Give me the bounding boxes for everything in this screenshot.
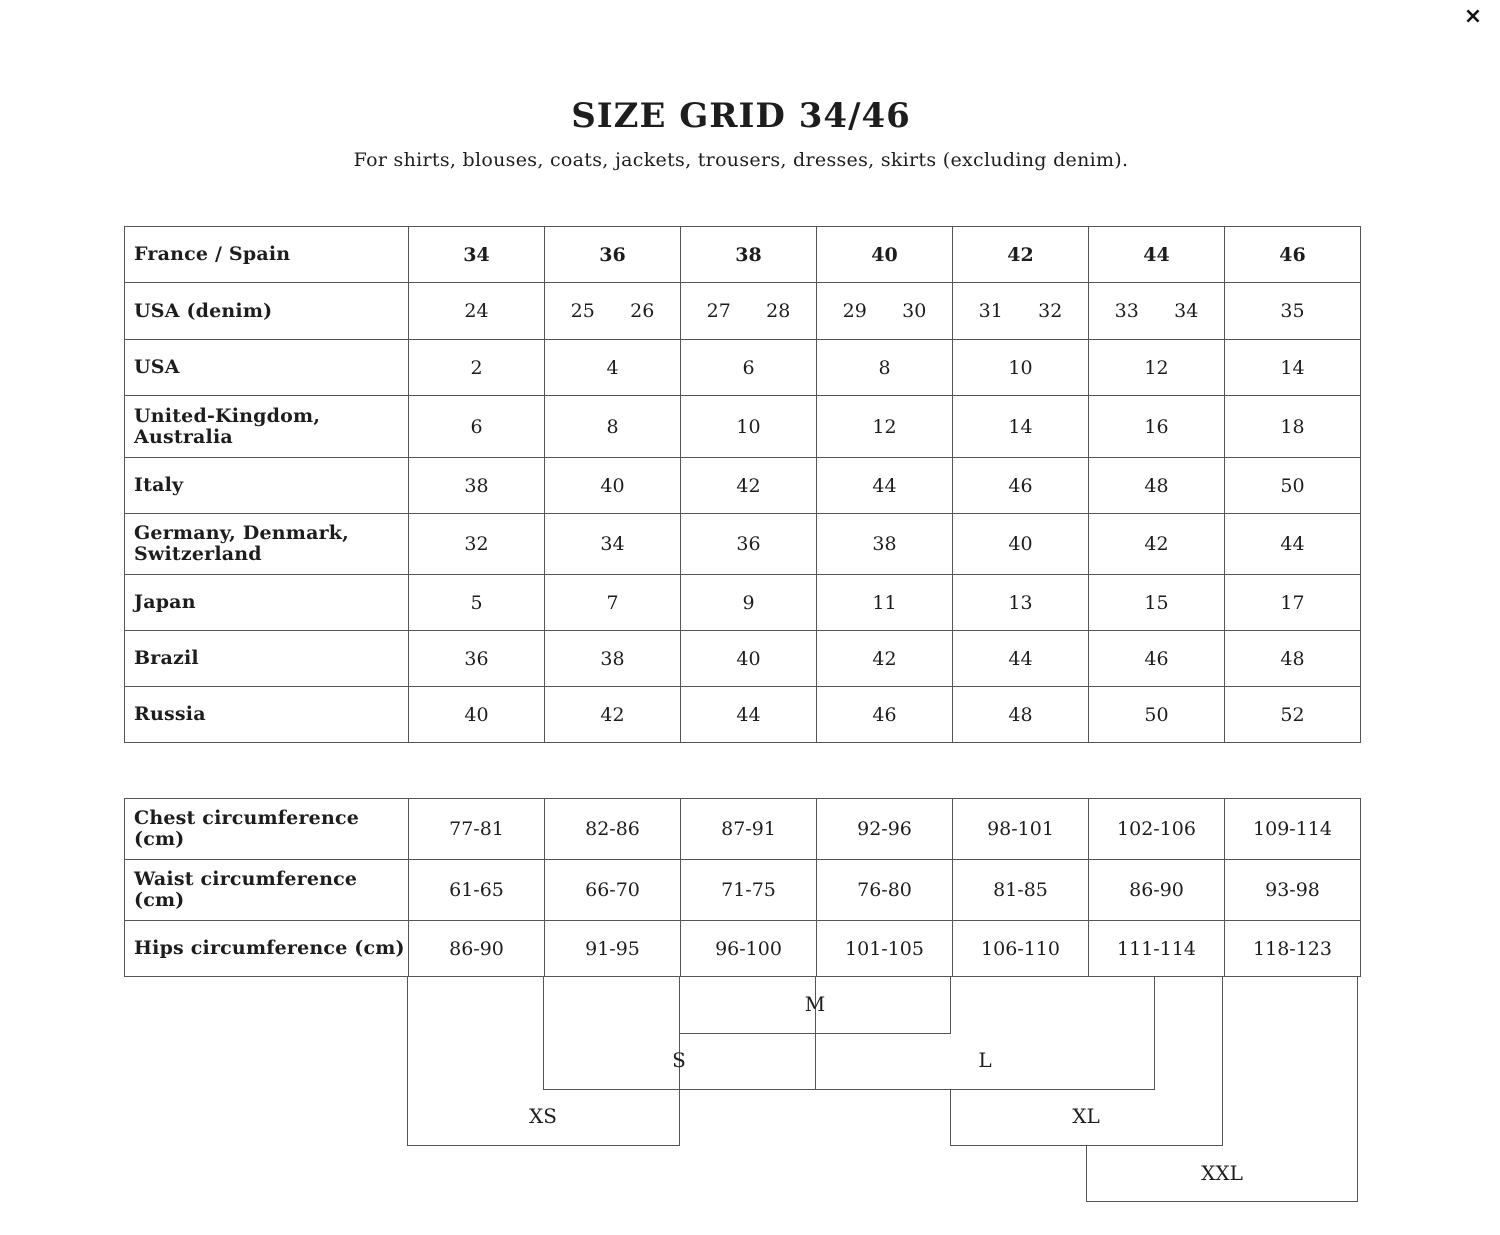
table-cell: 48 <box>953 687 1089 743</box>
table-row <box>125 575 1361 631</box>
table-cell: 32 <box>409 514 545 575</box>
table-cell: 98-101 <box>953 799 1089 860</box>
table-cell: 15 <box>1089 575 1225 631</box>
table-cell: 2 <box>409 340 545 396</box>
table-cell: 106-110 <box>953 921 1089 977</box>
table-cell: 42 <box>817 631 953 687</box>
table-cell: 76-80 <box>817 860 953 921</box>
table-cell: 86-90 <box>1089 860 1225 921</box>
table-cell: 38 <box>545 631 681 687</box>
table-cell: 12 <box>817 396 953 458</box>
row-label: United-Kingdom, Australia <box>125 396 409 458</box>
size-header-cell: 38 <box>681 227 817 283</box>
table-cell: 109-114 <box>1225 799 1361 860</box>
size-header-cell: 36 <box>545 227 681 283</box>
size-header-cell: 44 <box>1089 227 1225 283</box>
table-cell: 118-123 <box>1225 921 1361 977</box>
table-row <box>125 631 1361 687</box>
table-cell: 38 <box>817 514 953 575</box>
table-cell: 42 <box>1089 514 1225 575</box>
table-cell: 33 34 <box>1089 283 1225 340</box>
table-row <box>125 687 1361 743</box>
table-cell: 71-75 <box>681 860 817 921</box>
table-cell: 46 <box>953 458 1089 514</box>
table-row <box>125 340 1361 396</box>
table-row <box>125 921 1361 977</box>
size-conversion-table <box>124 226 1361 743</box>
size-header-cell: 34 <box>409 227 545 283</box>
size-label-s: S <box>672 1048 686 1072</box>
table-cell: 40 <box>545 458 681 514</box>
page-title: SIZE GRID 34/46 <box>571 96 911 136</box>
body-measurements-table <box>124 798 1361 977</box>
table-cell: 81-85 <box>953 860 1089 921</box>
table-cell: 14 <box>953 396 1089 458</box>
table-cell: 6 <box>681 340 817 396</box>
size-label-l: L <box>978 1048 992 1072</box>
table-cell: 31 32 <box>953 283 1089 340</box>
row-label: USA <box>125 340 409 396</box>
table-row <box>125 799 1361 860</box>
table-cell: 92-96 <box>817 799 953 860</box>
table-cell: 77-81 <box>409 799 545 860</box>
close-icon[interactable]: × <box>1463 4 1483 29</box>
size-label-xs: XS <box>529 1104 557 1128</box>
table-cell: 38 <box>409 458 545 514</box>
table-cell: 48 <box>1225 631 1361 687</box>
table-cell: 93-98 <box>1225 860 1361 921</box>
table-cell: 6 <box>409 396 545 458</box>
table-cell: 42 <box>681 458 817 514</box>
table-row <box>125 514 1361 575</box>
table-cell: 12 <box>1089 340 1225 396</box>
size-label-xl: XL <box>1072 1104 1100 1128</box>
table-row <box>125 283 1361 340</box>
row-label: Waist circumference (cm) <box>125 860 409 921</box>
size-header-cell: 46 <box>1225 227 1361 283</box>
table-cell: 36 <box>681 514 817 575</box>
table-cell: 61-65 <box>409 860 545 921</box>
table-cell: 24 <box>409 283 545 340</box>
row-label: France / Spain <box>125 227 409 283</box>
size-header-cell: 42 <box>953 227 1089 283</box>
table-cell: 66-70 <box>545 860 681 921</box>
table-cell: 40 <box>953 514 1089 575</box>
row-label: USA (denim) <box>125 283 409 340</box>
table-cell: 40 <box>409 687 545 743</box>
table-cell: 111-114 <box>1089 921 1225 977</box>
table-cell: 10 <box>953 340 1089 396</box>
table-row <box>125 396 1361 458</box>
table-cell: 7 <box>545 575 681 631</box>
table-cell: 13 <box>953 575 1089 631</box>
table-cell: 29 30 <box>817 283 953 340</box>
table-cell: 5 <box>409 575 545 631</box>
table-cell: 96-100 <box>681 921 817 977</box>
table-cell: 17 <box>1225 575 1361 631</box>
table-cell: 46 <box>817 687 953 743</box>
row-label: Chest circumference (cm) <box>125 799 409 860</box>
table-row <box>125 227 1361 283</box>
table-cell: 50 <box>1225 458 1361 514</box>
table-cell: 91-95 <box>545 921 681 977</box>
table-cell: 44 <box>681 687 817 743</box>
table-cell: 82-86 <box>545 799 681 860</box>
table-row <box>125 458 1361 514</box>
table-cell: 46 <box>1089 631 1225 687</box>
row-label: Italy <box>125 458 409 514</box>
row-label: Hips circumference (cm) <box>125 921 409 977</box>
size-label-m: M <box>804 992 826 1016</box>
table-cell: 50 <box>1089 687 1225 743</box>
size-header-cell: 40 <box>817 227 953 283</box>
close-button[interactable] <box>1458 4 1488 30</box>
table-cell: 4 <box>545 340 681 396</box>
row-label: Russia <box>125 687 409 743</box>
size-bracket-l-riser <box>950 976 1155 1034</box>
table-cell: 48 <box>1089 458 1225 514</box>
row-label: Germany, Denmark, Switzerland <box>125 514 409 575</box>
table-cell: 18 <box>1225 396 1361 458</box>
table-cell: 42 <box>545 687 681 743</box>
table-cell: 35 <box>1225 283 1361 340</box>
table-cell: 8 <box>817 340 953 396</box>
table-row <box>125 860 1361 921</box>
table-cell: 16 <box>1089 396 1225 458</box>
table-cell: 36 <box>409 631 545 687</box>
table-cell: 14 <box>1225 340 1361 396</box>
table-cell: 10 <box>681 396 817 458</box>
table-cell: 44 <box>1225 514 1361 575</box>
table-cell: 40 <box>681 631 817 687</box>
table-cell: 44 <box>953 631 1089 687</box>
size-label-xxl: XXL <box>1201 1161 1243 1185</box>
table-cell: 101-105 <box>817 921 953 977</box>
table-cell: 86-90 <box>409 921 545 977</box>
size-bracket-xxl-riser <box>1222 976 1358 1146</box>
table-cell: 44 <box>817 458 953 514</box>
table-cell: 34 <box>545 514 681 575</box>
table-cell: 52 <box>1225 687 1361 743</box>
table-cell: 102-106 <box>1089 799 1225 860</box>
table-cell: 8 <box>545 396 681 458</box>
table-cell: 9 <box>681 575 817 631</box>
row-label: Brazil <box>125 631 409 687</box>
page-subtitle: For shirts, blouses, coats, jackets, trousers, dresses, skirts (excluding denim). <box>353 149 1129 171</box>
table-cell: 25 26 <box>545 283 681 340</box>
table-cell: 27 28 <box>681 283 817 340</box>
row-label: Japan <box>125 575 409 631</box>
table-cell: 11 <box>817 575 953 631</box>
table-cell: 87-91 <box>681 799 817 860</box>
size-bracket-xl-riser <box>1154 976 1223 1090</box>
